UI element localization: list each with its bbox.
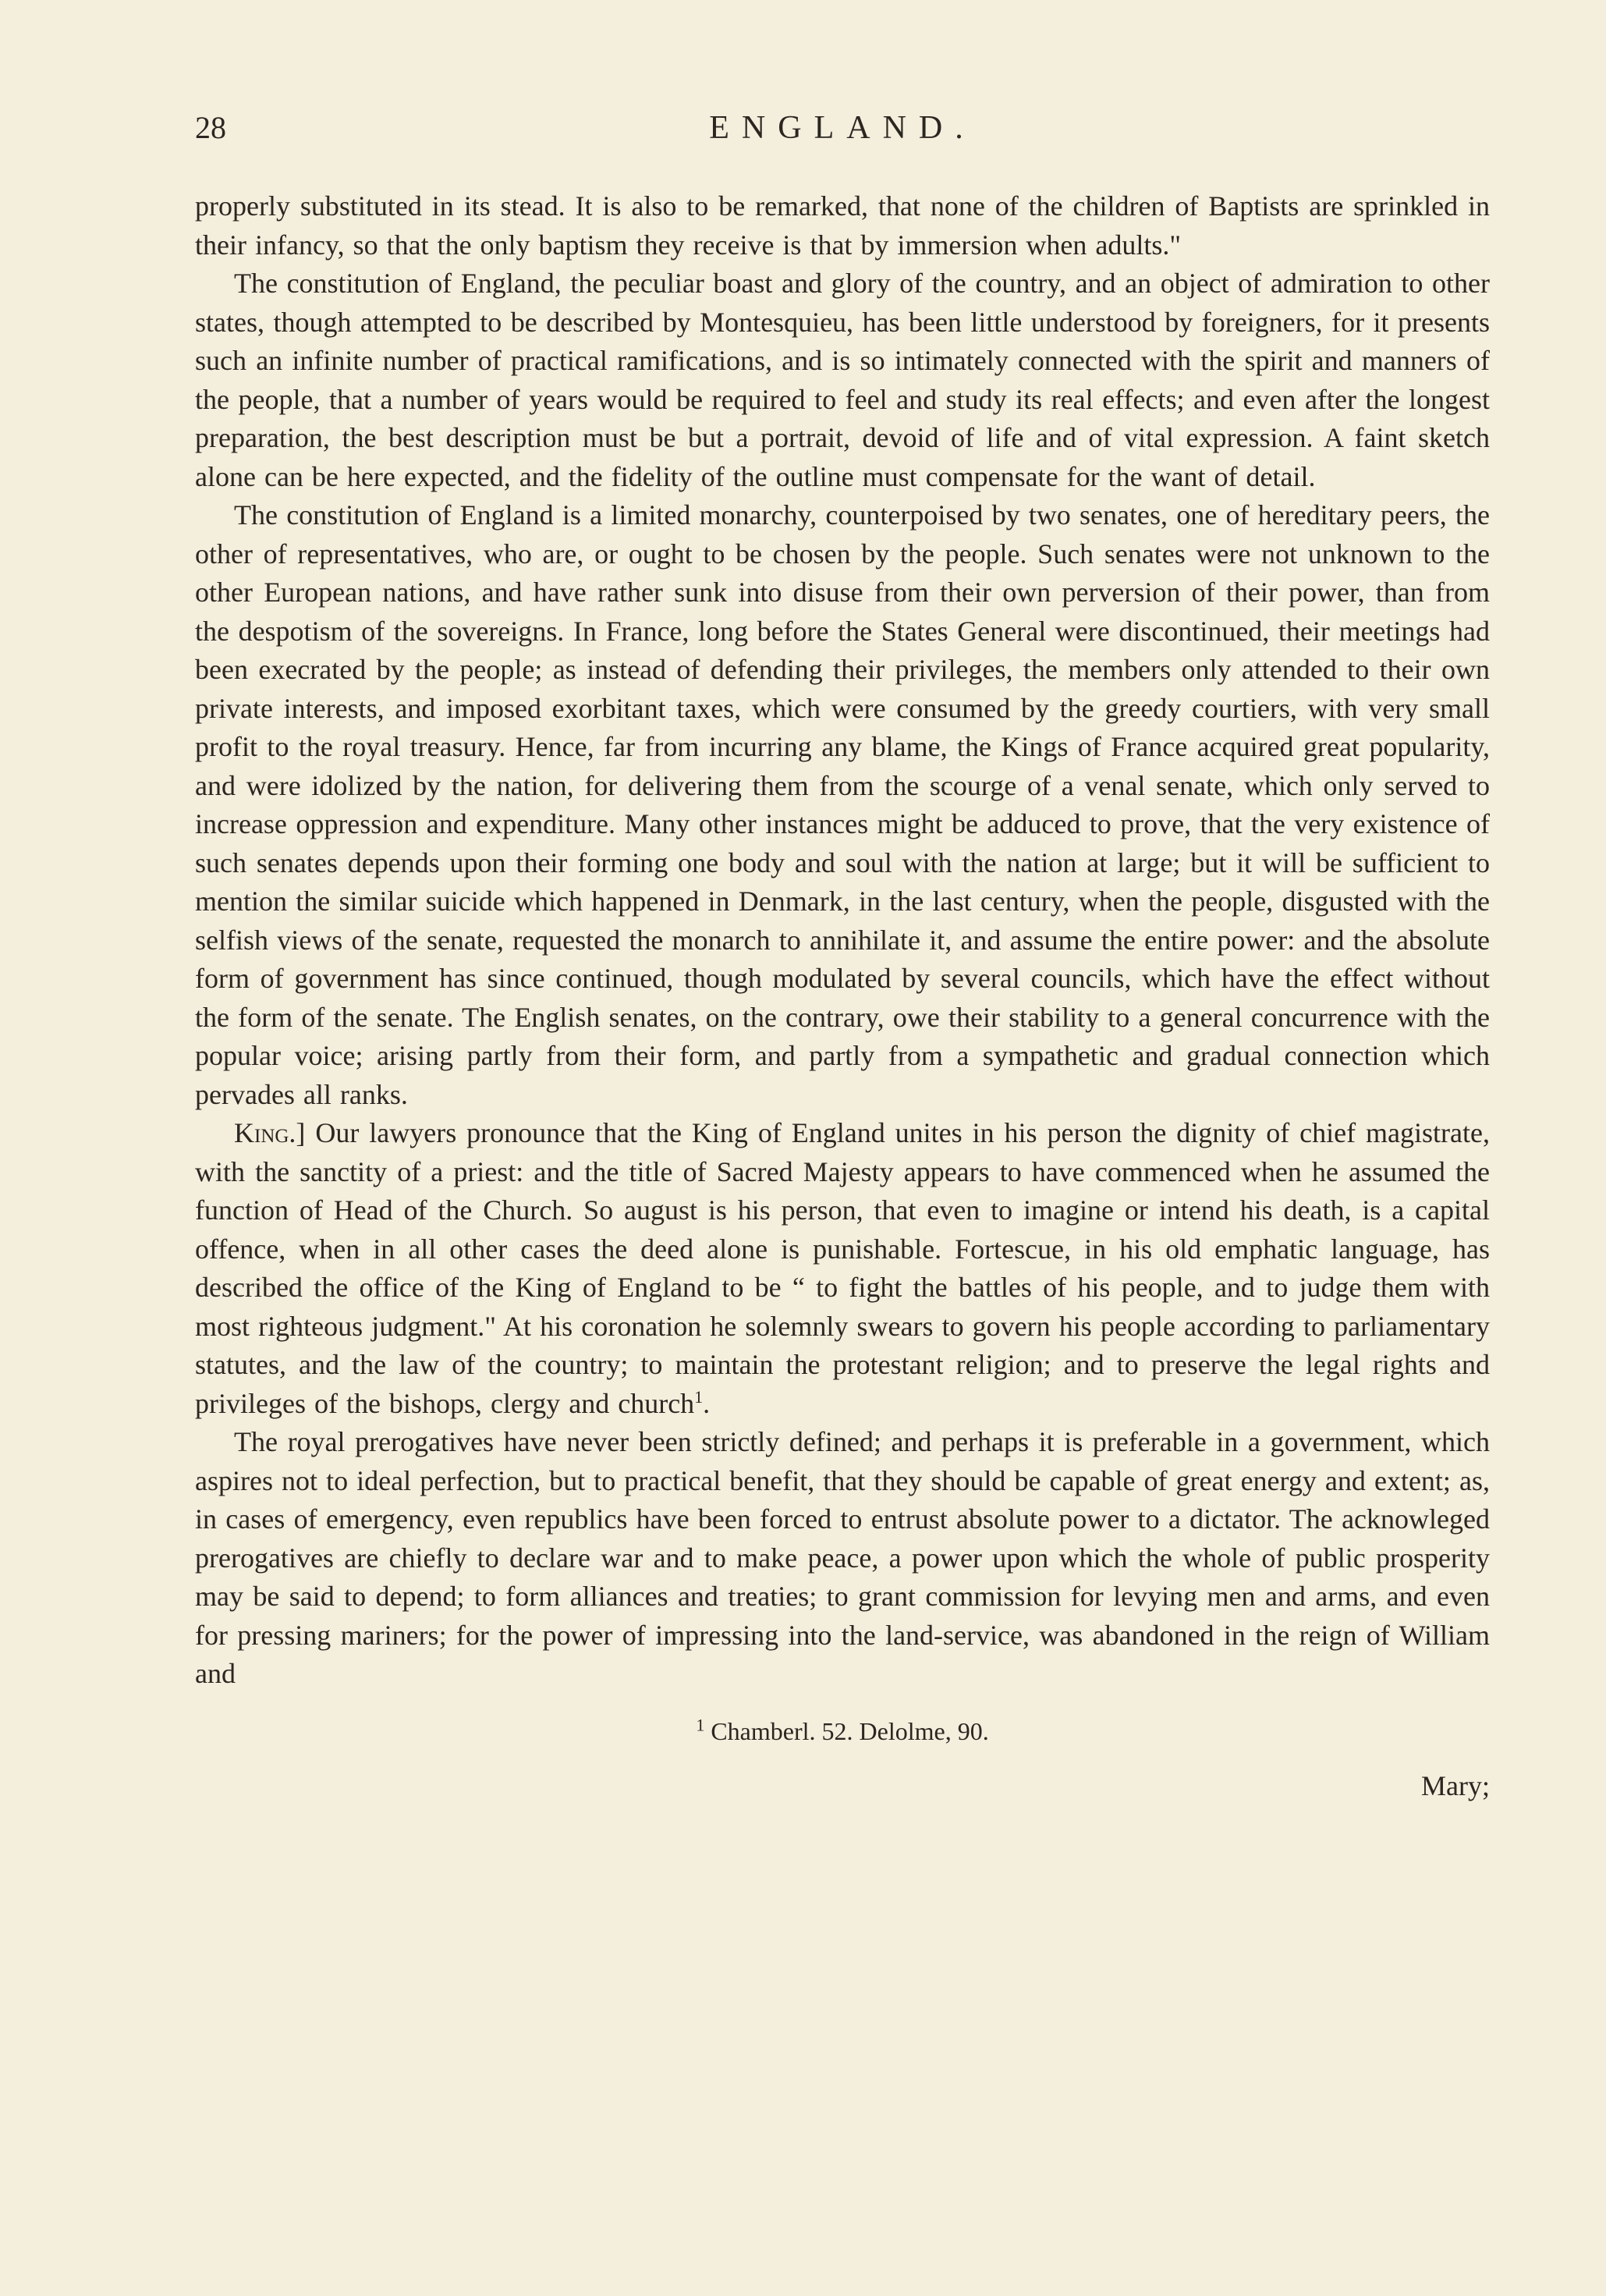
body-text <box>195 187 1490 1694</box>
footnote-text: Chamberl. 52. Delolme, 90. <box>711 1716 989 1745</box>
paragraph-prerogatives: The royal prerogatives have never been strictly defined; and perhaps it is preferable in a government, which aspires not to ideal perfection, but to practical benefit, that they should be capable of great energy and extent; as, in cases of emergency, even republics have been forced to entrust absolute power to a dictator. The acknowleged prerogatives are chiefly to declare war and to make peace, a power upon which the whole of public prosperity may be said to depend; to form alliances and treaties; to grant commission for levying men and arms, and even for pressing mariners; for the power of impressing into the land-service, was abandoned in the reign of William and <box>195 1426 1490 1689</box>
side-heading-king: King.] <box>234 1117 306 1148</box>
book-page <box>195 109 1490 1802</box>
footnote <box>195 1714 1490 1746</box>
paragraph-king-text: Our lawyers pronounce that the King of England unites in his person the dignity of chief magistrate, with the sanctity of a priest: and the title of Sacred Majesty appears to have commenced when he assumed the function of Head of the Church. So august is his person, that even to imagine or intend his death, is a capital offence, when in all other cases the deed alone is punishable. Fortescue, in his old emphatic language, has described the office of the King of England to be “ to fight the battles of his people, and to judge them with most righteous judgment." At his coronation he solemnly swears to govern his people according to parliamentary statutes, and the law of the country; to maintain the protestant religion; and to preserve the legal rights and privileges of the bishops, clergy and church <box>195 1117 1490 1419</box>
page-number: 28 <box>195 110 226 145</box>
paragraph-continuation: properly substituted in its stead. It is also to be remarked, that none of the children of Baptists are sprinkled in their infancy, so that the only baptism they receive is that by immersion when adults." <box>195 190 1490 261</box>
paragraph-limited-monarchy: The constitution of England is a limited monarchy, counterpoised by two senates, one of hereditary peers, the other of representatives, who are, or ought to be chosen by the people. Such senates were not unknown to the other European nations, and have rather sunk into disuse from their own perversion of their power, than from the despotism of the sovereigns. In France, long before the States General were discontinued, their meetings had been execrated by the people; as instead of defending their privileges, the members only attended to their own private interests, and imposed exorbitant taxes, which were consumed by the greedy courtiers, with very small profit to the royal treasury. Hence, far from incurring any blame, the Kings of France acquired great popularity, and were idolized by the nation, for delivering them from the scourge of a venal senate, which only served to increase oppression and expenditure. Many other instances might be adduced to prove, that the very existence of such senates depends upon their forming one body and soul with the nation at large; but it will be sufficient to mention the similar suicide which happened in Denmark, in the last century, when the people, disgusted with the selfish views of the senate, requested the monarch to annihilate it, and assume the entire power: and the absolute form of government has since continued, though modulated by several councils, which have the effect without the form of the senate. The English senates, on the contrary, owe their stability to a general concurrence with the popular voice; arising partly from their form, and partly from a sympathetic and gradual connection which pervades all ranks. <box>195 499 1490 1110</box>
page-header <box>195 109 1490 156</box>
paragraph-king <box>195 1114 1490 1423</box>
footnote-reference: 1 <box>694 1386 704 1407</box>
footnote-mark: 1 <box>696 1714 705 1734</box>
catchword: Mary; <box>1421 1769 1490 1801</box>
paragraph-constitution-intro: The constitution of England, the peculiar boast and glory of the country, and an object of admiration to other states, though attempted to be described by Montesquieu, has been little understood by foreigners, for it presents such an infinite number of practical ramifications, and is so intimately connected with the spirit and manners of the people, that a number of years would be required to feel and study its real effects; and even after the longest preparation, the best description must be but a portrait, devoid of life and of vital expression. A faint sketch alone can be here expected, and the fidelity of the outline must compensate for the want of detail. <box>195 268 1490 492</box>
running-title: ENGLAND. <box>709 110 976 146</box>
paragraph-king-end: . <box>703 1387 711 1419</box>
